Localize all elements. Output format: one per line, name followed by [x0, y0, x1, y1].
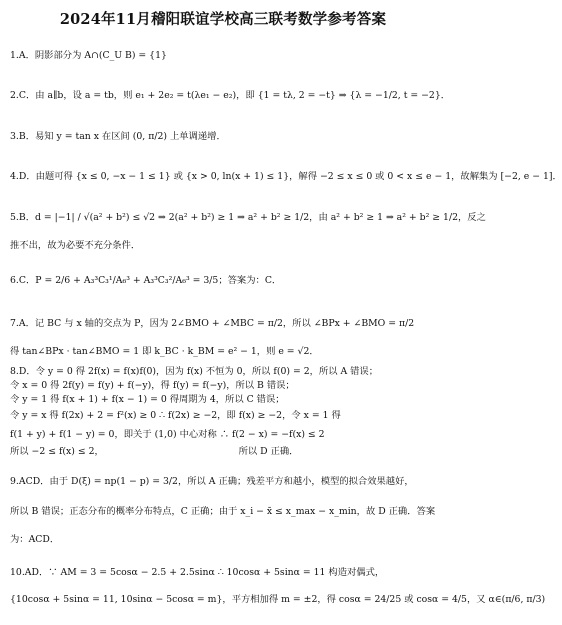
answer-line-9-end: 为：ACD． — [10, 534, 60, 545]
answer-line-8e: f(1 + y) + f(1 − y) = 0，即关于 (1,0) 中心对称 ∴ f(2 − x) = −f(x) ≤ 2 — [10, 429, 325, 440]
answer-line-8d: 令 y = x 得 f(2x) + 2 = f²(x) ≥ 0 ∴ f(2x) ≥ −2，即 f(x) ≥ −2，令 x = 1 得 — [10, 410, 341, 421]
answer-line-5-cont: 推不出，故为必要不充分条件． — [10, 240, 141, 251]
answer-line-8c: 令 y = 1 得 f(x + 1) + f(x − 1) = 0 得周期为 4，所以 C 错误； — [10, 394, 285, 405]
answer-line-9-cont: 所以 B 错误；正态分布的概率分布特点，C 正确；由于 x_i − x̄ ≤ x_max − x_min，故 D 正确．答案 — [10, 506, 436, 517]
answer-line-5: 5.B．d = |−1| / √(a² + b²) ≤ √2 ⇒ 2(a² + b²) ≥ 1 ⇒ a² + b² ≥ 1/2，由 a² + b² ≥ 1 ⇒ a² + b² ≥ 1/2，反之 — [10, 212, 486, 223]
answer-line-8b: 令 x = 0 得 2f(y) = f(y) + f(−y)，得 f(y) = f(−y)，所以 B 错误； — [10, 380, 295, 391]
answer-line-8a: 8.D．令 y = 0 得 2f(x) = f(x)f(0)，因为 f(x) 不恒为 0，所以 f(0) = 2，所以 A 错误； — [10, 366, 379, 377]
answer-line-1: 1.A．阴影部分为 A∩(C_U B) = {1} — [10, 50, 167, 61]
page-title: 2024年11月稽阳联谊学校高三联考数学参考答案 — [59, 11, 387, 28]
answer-line-10-cont: {10cosα + 5sinα = 11, 10sinα − 5cosα = m}，平方相加得 m = ±2，得 cosα = 24/25 或 cosα = 4/5，又 α∈(π/6, π/3) — [10, 594, 546, 605]
answer-line-8f: 所以 −2 ≤ f(x) ≤ 2， 所以 D 正确． — [10, 446, 299, 457]
answer-line-2: 2.C．由 a∥b，设 a = tb，则 e₁ + 2e₂ = t(λe₁ − e₂)，即 {1 = tλ, 2 = −t} ⇒ {λ = −1/2, t = −2}． — [10, 90, 451, 101]
answer-line-7-cont: 得 tan∠BPx · tan∠BMO = 1 即 k_BC · k_BM = e² − 1，则 e = √2． — [10, 346, 319, 357]
answer-line-10: 10.AD．∵ AM = 3 = 5cosα − 2.5 + 2.5sinα ∴ 10cosα + 5sinα = 11 构造对偶式， — [10, 567, 385, 578]
answer-line-4: 4.D．由题可得 {x ≤ 0, −x − 1 ≤ 1} 或 {x > 0, ln(x + 1) ≤ 1}，解得 −2 ≤ x ≤ 0 或 0 < x ≤ e − 1，故解集为 [−2, e − 1]． — [10, 171, 562, 182]
answer-line-3: 3.B．易知 y = tan x 在区间 (0, π/2) 上单调递增． — [10, 131, 226, 142]
answer-line-7: 7.A．记 BC 与 x 轴的交点为 P，因为 2∠BMO + ∠MBC = π/2，所以 ∠BPx + ∠BMO = π/2 — [10, 318, 415, 329]
answer-line-6: 6.C．P = 2/6 + A₃³C₃¹/A₆³ + A₃³C₃²/A₆³ = 3/5；答案为：C． — [10, 275, 282, 286]
answer-line-9: 9.ACD．由于 D(ξ) = np(1 − p) = 3/2，所以 A 正确；残差平方和越小，模型的拟合效果越好， — [10, 476, 414, 487]
